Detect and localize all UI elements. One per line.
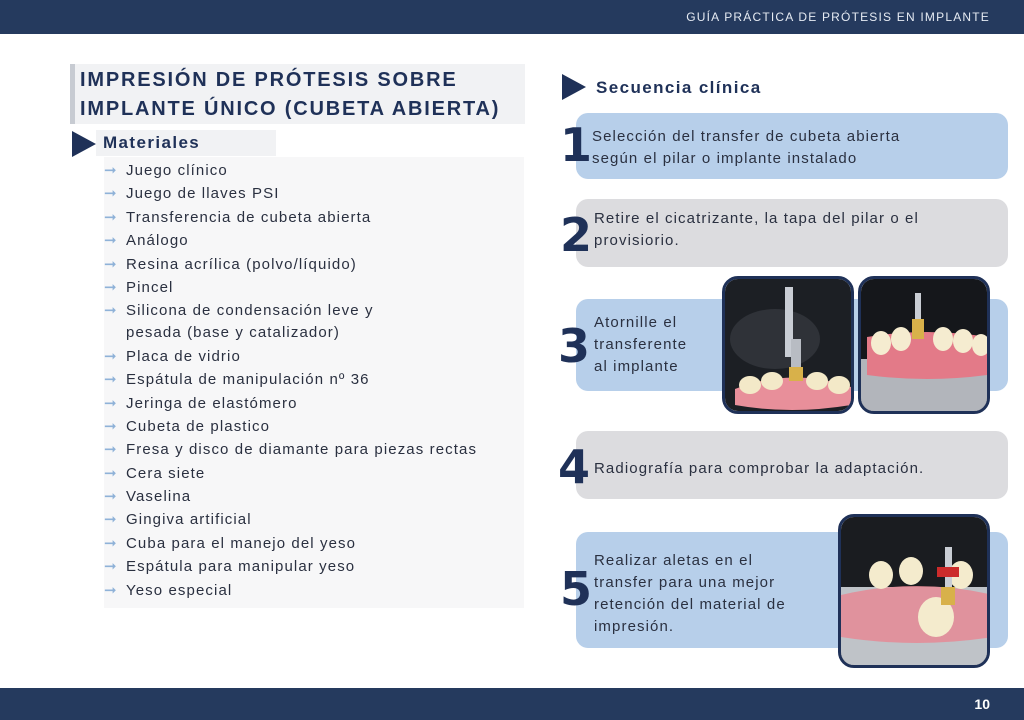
arrow-right-icon: ➞ — [104, 255, 118, 273]
list-item: ➞ Juego de llaves PSI — [104, 185, 280, 203]
guide-title: GUÍA PRÁCTICA DE PRÓTESIS EN IMPLANTE — [686, 10, 990, 24]
arrow-right-icon: ➞ — [104, 488, 118, 506]
step-1-number: 1 — [560, 118, 593, 172]
triangle-icon — [562, 74, 586, 100]
arrow-right-icon: ➞ — [104, 534, 118, 552]
page-title-line2: IMPLANTE ÚNICO (CUBETA ABIERTA) — [80, 98, 501, 120]
step-1-text: Selección del transfer de cubeta abierta según el pilar o implante instalado — [592, 128, 901, 167]
transfer-wings-photo — [838, 514, 990, 668]
list-item: ➞ Yeso especial — [104, 581, 233, 599]
header-bar — [0, 0, 1024, 34]
arrow-right-icon: ➞ — [104, 464, 118, 482]
step-3-number: 3 — [558, 319, 591, 373]
list-item: ➞ Cubeta de plastico — [104, 417, 271, 435]
step-4-text: Radiografía para comprobar la adaptación. — [594, 460, 925, 477]
footer-bar — [0, 688, 1024, 720]
step-5-text: Realizar aletas en el transfer para una mejor retención del material de impresión. — [594, 552, 786, 635]
list-item: ➞ Análogo — [104, 232, 189, 250]
list-item: ➞ Fresa y disco de diamante para piezas rectas — [104, 441, 478, 459]
step-3-text: Atornille el transferente al implante — [594, 314, 688, 375]
arrow-right-icon: ➞ — [104, 511, 118, 529]
page-title — [80, 66, 540, 124]
list-item: ➞ Cera siete — [104, 464, 206, 482]
list-item: ➞ Placa de vidrio — [104, 347, 241, 365]
arrow-right-icon: ➞ — [104, 347, 118, 365]
transfer-installed-illustration — [861, 279, 990, 414]
arrow-right-icon: ➞ — [104, 558, 118, 576]
transfer-screwing-photo — [722, 276, 854, 414]
transfer-wings-illustration — [841, 517, 990, 668]
list-item: ➞ Gingiva artificial — [104, 511, 252, 529]
list-item: ➞ Jeringa de elastómero — [104, 394, 298, 412]
arrow-right-icon: ➞ — [104, 371, 118, 389]
triangle-icon — [72, 131, 96, 157]
list-item: ➞ Resina acrílica (polvo/líquido) — [104, 255, 357, 273]
arrow-right-icon: ➞ — [104, 278, 118, 296]
page-number: 10 — [974, 696, 990, 712]
list-item: ➞ Juego clínico — [104, 162, 228, 179]
transfer-screwing-illustration — [725, 279, 854, 414]
arrow-right-icon: ➞ — [104, 162, 118, 179]
arrow-right-icon: ➞ — [104, 232, 118, 250]
materials-heading: Materiales — [103, 133, 201, 152]
arrow-right-icon: ➞ — [104, 302, 118, 320]
step-2-number: 2 — [560, 208, 593, 262]
step-2-text: Retire el cicatrizante, la tapa del pilar o el provisiorio. — [594, 210, 919, 249]
list-item: ➞ Cuba para el manejo del yeso — [104, 534, 357, 552]
page-title-line1: IMPRESIÓN DE PRÓTESIS SOBRE — [80, 69, 458, 91]
transfer-installed-photo — [858, 276, 990, 414]
arrow-right-icon: ➞ — [104, 185, 118, 203]
step-4-number: 4 — [558, 440, 591, 494]
list-item: ➞ Silicona de condensación leve y — [104, 302, 374, 320]
arrow-right-icon: ➞ — [104, 441, 118, 459]
arrow-right-icon: ➞ — [104, 417, 118, 435]
list-item: ➞ Vaselina — [104, 488, 192, 506]
list-item: ➞ Espátula para manipular yeso — [104, 558, 356, 576]
arrow-right-icon: ➞ — [104, 208, 118, 226]
list-item: ➞ Pincel — [104, 278, 174, 296]
arrow-right-icon: ➞ — [104, 394, 118, 412]
sequence-heading: Secuencia clínica — [596, 78, 762, 97]
list-item: ➞ Espátula de manipulación nº 36 — [104, 371, 370, 389]
arrow-right-icon: ➞ — [104, 581, 118, 599]
list-item: ➞ Transferencia de cubeta abierta — [104, 208, 372, 226]
list-item-continuation: pesada (base y catalizador) — [126, 324, 340, 342]
step-5-number: 5 — [560, 562, 593, 616]
materials-list — [104, 157, 524, 608]
